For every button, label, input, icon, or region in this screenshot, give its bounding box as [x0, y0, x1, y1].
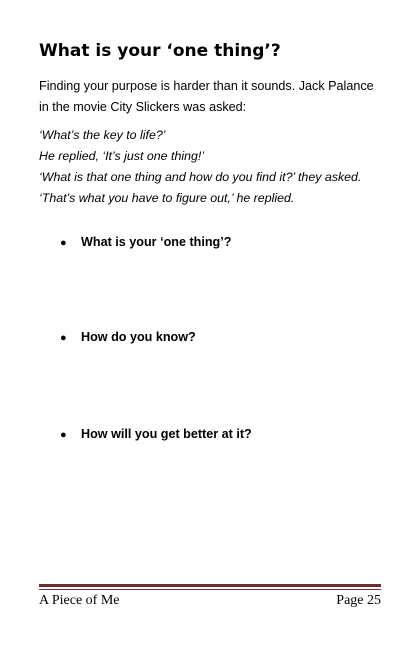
- footer-divider-thick: [39, 584, 381, 587]
- footer-page-number: Page 25: [336, 593, 381, 608]
- quote-line: He replied, ‘It’s just one thing!’: [39, 149, 205, 163]
- quote-block: [39, 125, 361, 209]
- bullet-icon: ●: [60, 332, 67, 344]
- question-item: [60, 328, 196, 347]
- question-item: [60, 233, 231, 252]
- quote-line: ‘What’s the key to life?’: [39, 128, 166, 142]
- footer-divider-thin: [39, 589, 381, 590]
- question-text: How will you get better at it?: [81, 427, 252, 441]
- page-heading: What is your ‘one thing’?: [39, 41, 281, 61]
- footer-book-title: A Piece of Me: [39, 593, 120, 608]
- bullet-icon: ●: [60, 429, 67, 441]
- question-item: [60, 425, 252, 444]
- intro-paragraph: Finding your purpose is harder than it sounds. Jack Palance in the movie City Slickers was asked:: [39, 79, 374, 114]
- bullet-icon: ●: [60, 237, 67, 249]
- quote-line: ‘That’s what you have to figure out,’ he replied.: [39, 191, 295, 205]
- question-text: How do you know?: [81, 330, 196, 344]
- question-text: What is your ‘one thing’?: [81, 235, 232, 249]
- quote-line: ‘What is that one thing and how do you find it?’ they asked.: [39, 170, 362, 184]
